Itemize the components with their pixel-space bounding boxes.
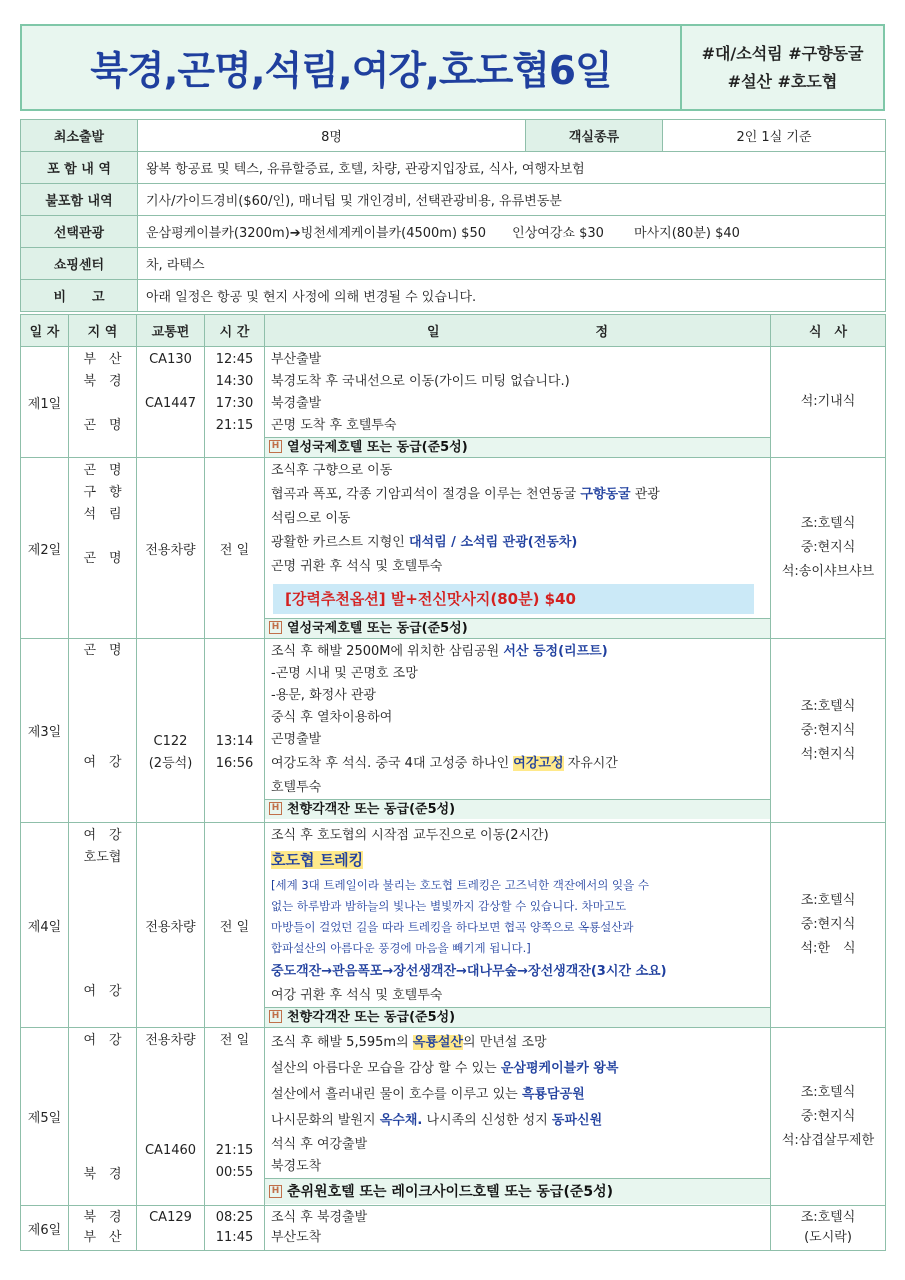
hotel-icon: H [269,1185,282,1198]
flight-number: CA130 [149,352,192,367]
time: 11:45 [215,1230,254,1245]
itinerary-line: 조식 후 호도협의 시작점 교두진으로 이동(2시간) [271,828,549,843]
trekking-note: 합파설산의 아름다운 풍경에 마음을 빼기게 됩니다.] [271,941,531,955]
day-places [69,1028,137,1206]
hotel-name: 열성국제호텔 또는 동급(준5성) [287,440,468,455]
hotel-info [265,1178,770,1204]
itinerary-line: 부산출발 [271,352,322,367]
itinerary-line [271,751,764,777]
itinerary-table [20,314,886,1251]
day-times [205,639,265,823]
included-label: 포 함 내 역 [21,152,138,184]
transport: 전용차량 [145,1033,196,1048]
meal: 석:송이샤브샤브 [781,564,875,579]
day-transport: CA129 [137,1206,205,1251]
col-header-transport: 교통편 [137,315,205,347]
meal: 중:현지식 [800,917,856,932]
itinerary-header-row [21,315,886,347]
day-itinerary [265,458,771,639]
day-meals [771,347,886,458]
itinerary-line [271,482,764,508]
optional-tour-cablecar: 운삼평케이블카(3200m)➔빙천세계케이블카(4500m) $50 [146,226,486,241]
hashtag-line-1: #대/소석림 #구향동굴 [701,43,864,63]
page-title: 북경,곤명,석림,여강,호도협6일 [22,26,682,109]
day-label: 제5일 [21,1028,69,1206]
text: 자유시간 [563,756,618,771]
train-number: C122 [153,734,188,749]
day-row-6 [21,1206,886,1251]
place: 북 경 [83,374,122,389]
place [71,526,134,548]
place: 석 림 [83,507,122,522]
day-times: 전 일 [205,458,265,639]
place: 곤 명 [83,643,122,658]
time: 00:55 [215,1165,254,1180]
col-header-meal: 식 사 [771,315,886,347]
optional-tour-label: 선택관광 [21,216,138,248]
meal: 석:기내식 [800,394,856,409]
day-itinerary [265,1206,771,1251]
min-depart-label: 최소출발 [21,120,138,152]
remarks-value: 아래 일정은 항공 및 현지 사정에 의해 변경될 수 있습니다. [138,280,886,312]
hotel-name: 천향각객잔 또는 동급(준5성) [287,802,456,817]
time: 13:14 [215,734,254,749]
col-header-day: 일 자 [21,315,69,347]
highlight-text: 운삼평케이블카 왕복 [500,1061,619,1076]
flight-number [139,415,202,437]
place [71,393,134,415]
included-value: 왕복 항공료 및 텍스, 유류할증료, 호텔, 차량, 관광지입장료, 식사, 여행자보험 [138,152,886,184]
day-meals [771,639,886,823]
itinerary-line [271,1030,764,1056]
place: 구 향 [83,485,122,500]
room-type-label: 객실종류 [526,120,663,152]
day-places [69,347,137,458]
info-row-remarks [21,280,886,312]
meal: 중:현지식 [800,540,856,555]
day-itinerary [265,1028,771,1206]
day-label: 제1일 [21,347,69,458]
hotel-info [265,437,770,457]
meal: 조:호텔식 [800,893,856,908]
day-meals [771,823,886,1028]
day-itinerary [265,639,771,823]
recommended-option-box: [강력추천옵션] 발+전신맛사지(80분) $40 [273,584,754,614]
place: 곤 명 [83,418,122,433]
place: 부 산 [83,1230,122,1245]
flight-number: CA1460 [144,1143,197,1158]
text: 조식 후 해발 2500M에 위치한 삼림공원 [271,644,504,659]
day-transport [137,1028,205,1206]
highlight-text: 옥수채. [379,1113,423,1128]
meal: 조:호텔식 [800,698,856,714]
info-row-included [21,152,886,184]
text: 나시족의 신성한 성지 [422,1113,552,1128]
col-header-place: 지 역 [69,315,137,347]
info-row-excluded [21,184,886,216]
seat-class: (2등석) [148,756,193,771]
place: 여 강 [83,755,122,770]
itinerary-line [271,1108,764,1134]
hotel-icon: H [269,802,282,815]
place: 여 강 [83,1033,122,1048]
itinerary-line: -곤명 시내 및 곤명호 조망 [271,666,418,681]
day-places [69,639,137,823]
itinerary-line [271,1082,764,1108]
hotel-name: 천향각객잔 또는 동급(준5성) [287,1010,456,1025]
remarks-label: 비 고 [21,280,138,312]
meal: 석:현지식 [800,746,856,762]
text: 조식 후 해발 5,595m의 [271,1035,413,1050]
day-places [69,458,137,639]
hotel-icon: H [269,440,282,453]
text: 의 만년설 조망 [463,1035,547,1050]
text: 광활한 카르스트 지형인 [271,535,409,550]
meal: (도시락) [804,1230,852,1245]
meal: 조:호텔식 [800,1084,856,1100]
text: 협곡과 폭포, 각종 기암괴석이 절경을 이루는 천연동굴 [271,487,581,502]
title-banner [20,24,885,111]
col-header-time: 시 간 [205,315,265,347]
day-row-2 [21,458,886,639]
time: 08:25 [215,1210,254,1225]
itinerary-line: 중식 후 열차이용하여 [271,710,393,725]
place: 곤 명 [83,463,122,478]
place: 호도협 [83,850,122,865]
day-transport [137,347,205,458]
highlight-text: 호도협 트레킹 [271,851,364,869]
trekking-note: [세계 3대 트레일이라 불리는 호도협 트레킹은 고즈넉한 객잔에서의 잊을 수 [271,878,649,892]
room-type-value: 2인 1실 기준 [663,120,886,152]
meal: 조:호텔식 [800,1210,856,1225]
day-transport: 전용차량 [137,458,205,639]
itinerary-line: 곤명출발 [271,732,322,747]
itinerary-line [271,959,764,985]
info-row-shopping [21,248,886,280]
day-meals [771,1206,886,1251]
place: 부 산 [83,352,122,367]
hashtag-line-2: #설산 #호도협 [727,71,838,91]
hotel-info [265,1007,770,1027]
text: 나시문화의 발원지 [271,1113,380,1128]
highlight-text: 흑룡담공원 [521,1087,585,1102]
col-header-itinerary: 일 정 [265,315,771,347]
itinerary-line [271,1056,764,1082]
itinerary-line [271,847,764,875]
day-times: 전 일 [205,823,265,1028]
hotel-name: 춘위원호텔 또는 레이크사이드호텔 또는 동급(준5성) [287,1184,614,1200]
day-meals [771,458,886,639]
text: 여강도착 후 석식. 중국 4대 고성중 하나인 [271,756,514,771]
time: 21:15 [215,418,254,433]
highlight-text: 구향동굴 [580,487,631,502]
meal: 조:호텔식 [800,516,856,531]
highlight-text: 서산 등정(리프트) [503,644,608,659]
day-row-3 [21,639,886,823]
day-row-4 [21,823,886,1028]
itinerary-line: 부산도착 [271,1230,322,1245]
tour-info-table [20,119,886,312]
itinerary-line: 곤명 귀환 후 석식 및 호텔투숙 [271,559,443,574]
highlight-text: 동파신원 [551,1113,603,1128]
excluded-value: 기사/가이드경비($60/인), 매너팁 및 개인경비, 선택관광비용, 유류변동분 [138,184,886,216]
min-depart-value: 8명 [138,120,526,152]
trekking-note: 마방들이 걸었던 길을 따라 트레킹을 하다보면 협곡 양쪽으로 옥룡설산과 [271,920,634,934]
excluded-label: 불포함 내역 [21,184,138,216]
day-label: 제2일 [21,458,69,639]
meal: 석:삼겹살무제한 [781,1132,875,1148]
hotel-icon: H [269,1010,282,1023]
itinerary-line: -용문, 화정사 관광 [271,688,376,703]
hotel-info [265,618,770,638]
day-transport: 전용차량 [137,823,205,1028]
itinerary-line: 석림으로 이동 [271,511,351,526]
itinerary-line [271,641,764,663]
place: 북 경 [83,1210,122,1225]
day-times [205,1028,265,1206]
time: 21:15 [215,1143,254,1158]
day-transport [137,639,205,823]
highlight-text: 여강고성 [513,756,564,771]
itinerary-line: 여강 귀환 후 석식 및 호텔투숙 [271,988,443,1003]
meal: 중:현지식 [800,1108,856,1124]
itinerary-line: 조식후 구향으로 이동 [271,463,393,478]
time: 17:30 [215,396,254,411]
text: 관광 [630,487,660,502]
day-row-1 [21,347,886,458]
hotel-icon: H [269,621,282,634]
hotel-name: 열성국제호텔 또는 동급(준5성) [287,621,468,636]
itinerary-line: 조식 후 북경출발 [271,1210,368,1225]
place: 곤 명 [83,551,122,566]
day-times [205,347,265,458]
time: 16:56 [215,756,254,771]
itinerary-line: 곤명 도착 후 호텔투숙 [271,418,397,433]
itinerary-line: 북경도착 후 국내선으로 이동(가이드 미팅 없습니다.) [271,374,570,389]
place: 여 강 [83,984,122,999]
info-row-optional [21,216,886,248]
text: 설산의 아름다운 모습을 감상 할 수 있는 [271,1061,501,1076]
time: 14:30 [215,374,254,389]
day-places [69,1206,137,1251]
shopping-value: 차, 라텍스 [138,248,886,280]
hashtags [682,26,883,109]
hotel-info [265,799,770,819]
optional-tour-show: 인상여강쇼 $30 [512,226,604,241]
flight-number: CA1447 [144,396,197,411]
optional-tour-massage: 마사지(80분) $40 [634,226,740,241]
itinerary-line [271,530,764,556]
trekking-note: 없는 하루밤과 밤하늘의 빛나는 별빛까지 감상할 수 있습니다. 차마고도 [271,899,627,913]
itinerary-line: 북경도착 [271,1159,322,1174]
day-meals [771,1028,886,1206]
day-label: 제4일 [21,823,69,1028]
day-row-5 [21,1028,886,1206]
place: 여 강 [83,828,122,843]
text: 설산에서 흘러내린 물이 호수를 이루고 있는 [271,1087,522,1102]
day-label: 제3일 [21,639,69,823]
itinerary-line: 호텔투숙 [271,780,322,795]
highlight-text: 중도객잔→관음폭포→장선생객잔→대나무숲→장선생객잔(3시간 소요) [271,964,667,979]
shopping-label: 쇼핑센터 [21,248,138,280]
day-label: 제6일 [21,1206,69,1251]
day-times [205,1206,265,1251]
meal: 석:한 식 [800,941,856,956]
highlight-text: 대석림 / 소석림 관광(전동차) [408,535,578,550]
itinerary-line: 북경출발 [271,396,322,411]
highlight-text: 옥룡설산 [412,1035,463,1050]
meal: 중:현지식 [800,722,856,738]
itinerary-line: 석식 후 여강출발 [271,1137,368,1152]
time: 12:45 [215,352,254,367]
optional-tour-value [138,216,886,248]
day-itinerary [265,347,771,458]
day-itinerary [265,823,771,1028]
place: 북 경 [83,1167,122,1182]
info-row-departure [21,120,886,152]
time: 전 일 [219,1033,250,1048]
flight-number [139,371,202,393]
day-places [69,823,137,1028]
